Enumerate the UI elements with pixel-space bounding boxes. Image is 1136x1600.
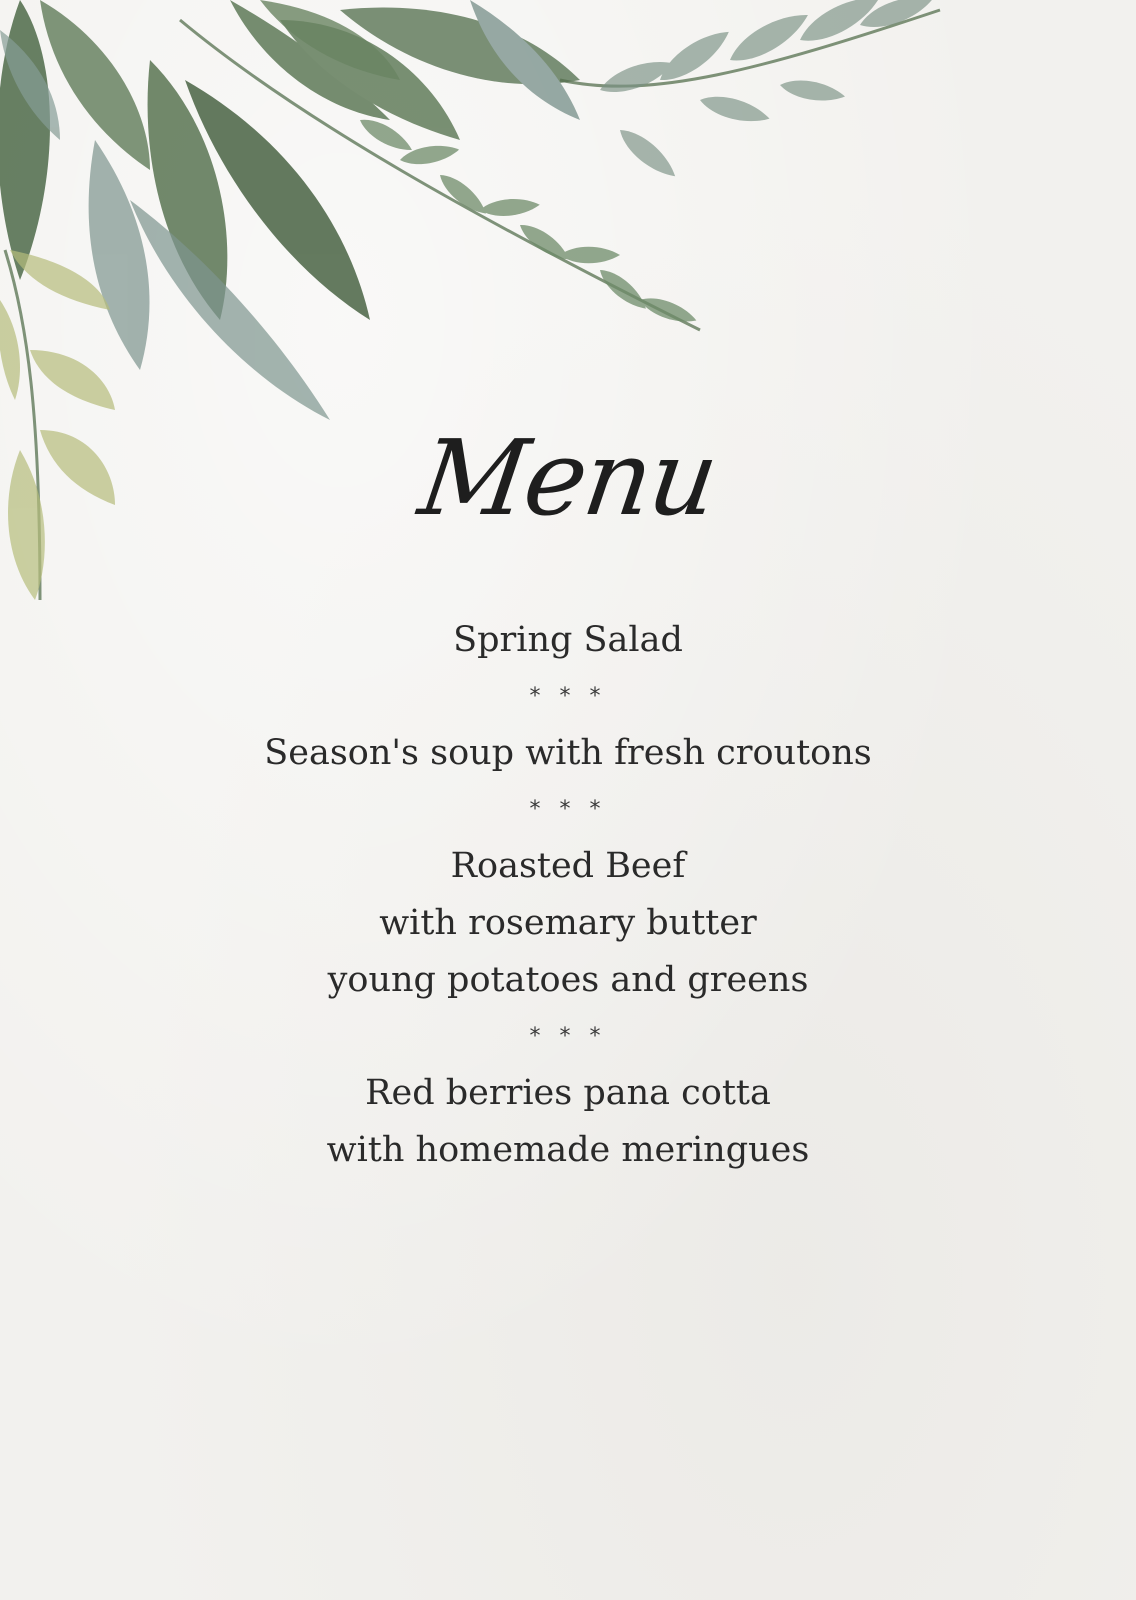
course-detail: with rosemary butter [379,903,757,943]
menu-course [0,612,1136,669]
menu-course [0,725,1136,782]
menu-course [0,1065,1136,1179]
menu-title: Menu [412,417,724,539]
course-name: Spring Salad [453,620,683,660]
menu-course [0,838,1136,1009]
course-separator: * * * [529,684,607,709]
course-separator: * * * [529,797,607,822]
course-name: Season's soup with fresh croutons [264,733,872,773]
course-name: Red berries pana cotta [365,1073,771,1113]
course-detail: young potatoes and greens [327,960,809,1000]
course-detail: with homemade meringues [326,1130,810,1170]
course-name: Roasted Beef [450,846,686,886]
course-separator: * * * [529,1024,607,1049]
menu-course-list [0,612,1136,1179]
